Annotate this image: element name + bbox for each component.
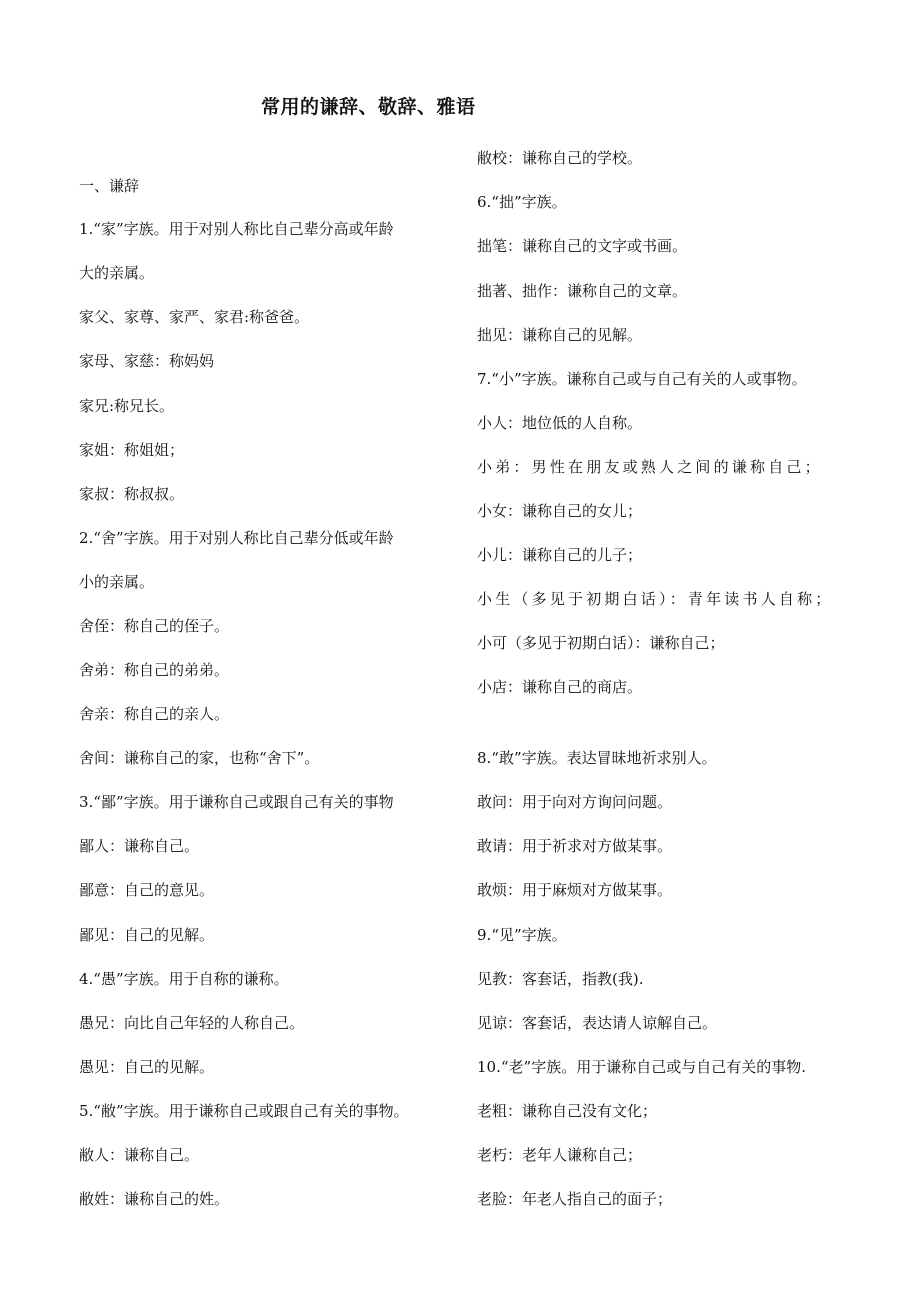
term-entry: 家母、家慈：称妈妈 (79, 352, 215, 370)
category-heading-continued: 大的亲属。 (79, 264, 155, 282)
term-entry: 敢烦：用于麻烦对方做某事。 (477, 881, 673, 899)
category-heading-continued: 小的亲属。 (79, 573, 155, 591)
category-heading: 3.“鄙”字族。用于谦称自己或跟自己有关的事物 (79, 793, 394, 811)
category-heading: 5.“敝”字族。用于谦称自己或跟自己有关的事物。 (79, 1102, 409, 1120)
term-entry: 小弟：男性在朋友或熟人之间的谦称自己； (477, 458, 823, 476)
term-entry: 小人：地位低的人自称。 (477, 414, 643, 432)
term-entry: 拙笔：谦称自己的文字或书画。 (477, 237, 688, 255)
term-entry: 鄙人：谦称自己。 (79, 837, 200, 855)
term-entry: 敝姓：谦称自己的姓。 (79, 1190, 230, 1208)
term-entry: 家父、家尊、家严、家君:称爸爸。 (79, 308, 310, 326)
category-heading: 4.“愚”字族。用于自称的谦称。 (79, 970, 289, 988)
term-entry: 敝校：谦称自己的学校。 (477, 149, 643, 167)
term-entry: 鄙意：自己的意见。 (79, 881, 215, 899)
term-entry: 舍亲：称自己的亲人。 (79, 705, 230, 723)
term-entry: 小女：谦称自己的女儿； (477, 502, 643, 520)
term-entry: 家叔：称叔叔。 (79, 485, 185, 503)
category-heading: 6.“拙”字族。 (477, 193, 567, 211)
term-entry: 小儿：谦称自己的儿子； (477, 546, 643, 564)
category-heading: 8.“敢”字族。表达冒昧地祈求别人。 (477, 749, 717, 767)
term-entry: 舍间：谦称自己的家，也称“舍下”。 (79, 749, 320, 767)
category-heading: 7.“小”字族。谦称自己或与自己有关的人或事物。 (477, 370, 807, 388)
page-title: 常用的谦辞、敬辞、雅语 (261, 96, 476, 118)
term-entry: 老脸：年老人指自己的面子； (477, 1190, 673, 1208)
term-entry: 老粗：谦称自己没有文化； (477, 1102, 658, 1120)
term-entry: 小店：谦称自己的商店。 (477, 678, 643, 696)
term-entry: 敢请：用于祈求对方做某事。 (477, 837, 673, 855)
term-entry: 老朽：老年人谦称自己； (477, 1146, 643, 1164)
category-heading: 1.“家”字族。用于对别人称比自己辈分高或年龄 (79, 220, 394, 238)
term-entry: 拙见：谦称自己的见解。 (477, 326, 643, 344)
category-heading: 10.“老”字族。用于谦称自己或与自己有关的事物. (477, 1058, 806, 1076)
category-heading: 2.“舍”字族。用于对别人称比自己辈分低或年龄 (79, 529, 394, 547)
term-entry: 家兄:称兄长。 (79, 397, 175, 415)
term-entry: 愚见：自己的见解。 (79, 1058, 215, 1076)
term-entry: 鄙见：自己的见解。 (79, 926, 215, 944)
term-entry: 舍侄：称自己的侄子。 (79, 617, 230, 635)
section-heading: 一、谦辞 (79, 177, 140, 195)
term-entry: 家姐：称姐姐； (79, 441, 185, 459)
category-heading: 9.“见”字族。 (477, 926, 567, 944)
term-entry: 舍弟：称自己的弟弟。 (79, 661, 230, 679)
term-entry: 愚兄：向比自己年轻的人称自己。 (79, 1014, 305, 1032)
term-entry: 小可（多见于初期白话）：谦称自己； (477, 634, 725, 652)
term-entry: 拙著、拙作：谦称自己的文章。 (477, 282, 688, 300)
term-entry: 小生（多见于初期白话）：青年读书人自称； (477, 590, 834, 608)
term-entry: 敝人：谦称自己。 (79, 1146, 200, 1164)
term-entry: 敢问：用于向对方询问问题。 (477, 793, 673, 811)
term-entry: 见谅：客套话，表达请人谅解自己。 (477, 1014, 718, 1032)
term-entry: 见教：客套话，指教(我). (477, 970, 644, 988)
